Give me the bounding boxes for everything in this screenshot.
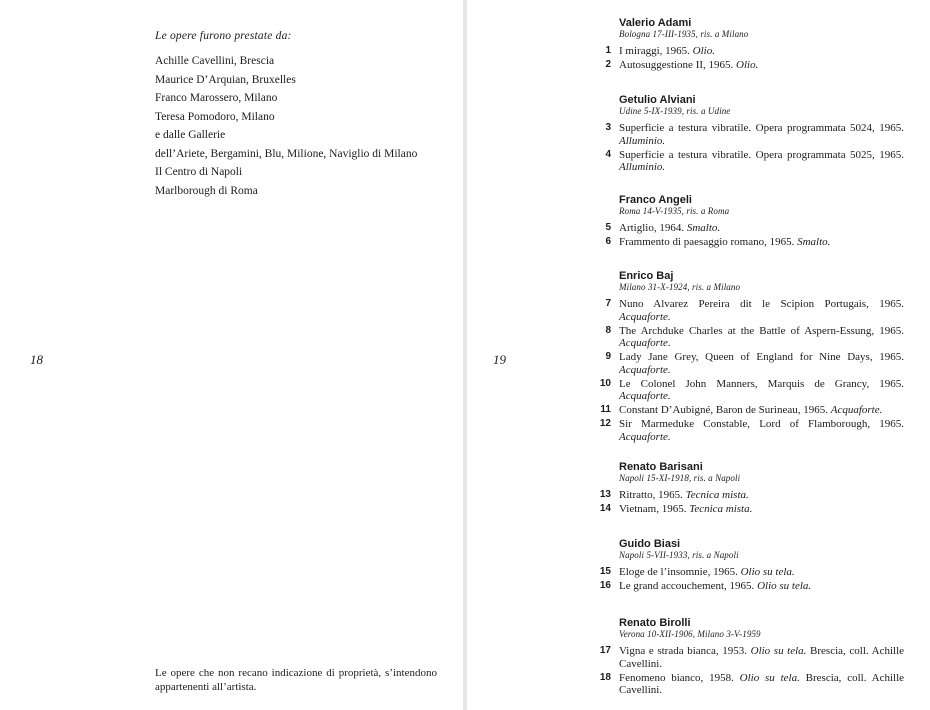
artist-entry xyxy=(605,194,904,250)
work-item xyxy=(605,45,904,58)
work-medium: Olio. xyxy=(692,45,715,57)
work-item xyxy=(599,377,904,403)
work-medium: Tecnica mista. xyxy=(689,503,753,515)
work-item xyxy=(600,404,904,417)
work-item xyxy=(605,222,904,235)
work-medium: Acquaforte. xyxy=(830,404,883,416)
work-item xyxy=(599,489,904,502)
artist-name: Renato Birolli xyxy=(619,617,691,629)
artist-name: Enrico Baj xyxy=(619,270,674,282)
artist-entry xyxy=(605,17,904,73)
work-title: Frammento di paesaggio romano, 1965. xyxy=(619,236,795,248)
work-number: 4 xyxy=(605,148,611,160)
work-item xyxy=(599,418,904,443)
artist-bio: Verona 10-XII-1906, Milano 3-V-1959 xyxy=(619,629,761,639)
right-page xyxy=(467,0,930,710)
page-number-left: 18 xyxy=(30,352,43,367)
work-number: 15 xyxy=(599,566,611,577)
work-number: 2 xyxy=(605,59,611,70)
work-title: Constant D’Aubigné, Baron de Surineau, 1965. xyxy=(619,404,828,416)
work-item xyxy=(605,298,904,323)
artist-name: Franco Angeli xyxy=(619,194,692,206)
work-number: 5 xyxy=(605,222,611,233)
work-number: 11 xyxy=(600,404,611,415)
page-number-right: 19 xyxy=(493,352,506,367)
work-item xyxy=(605,324,904,350)
artist-bio: Roma 14-V-1935, ris. a Roma xyxy=(619,206,730,216)
work-medium: Olio su tela. xyxy=(739,671,800,684)
artist-bio: Bologna 17-III-1935, ris. a Milano xyxy=(619,29,749,39)
work-number: 6 xyxy=(605,236,611,247)
work-item xyxy=(605,148,904,174)
work-medium: Acquaforte. xyxy=(619,363,671,376)
work-title: Fenomeno bianco, 1958. xyxy=(619,671,734,684)
work-number: 13 xyxy=(599,489,611,500)
artist-name: Renato Barisani xyxy=(619,461,703,473)
work-number: 14 xyxy=(599,503,611,514)
work-item xyxy=(599,503,904,516)
work-medium: Olio su tela. xyxy=(750,645,807,657)
work-number: 9 xyxy=(605,351,611,362)
artist-bio: Milano 31-X-1924, ris. a Milano xyxy=(619,282,741,292)
left-page xyxy=(0,0,463,710)
artist-bio: Napoli 5-VII-1933, ris. a Napoli xyxy=(619,550,739,560)
work-item xyxy=(599,671,905,697)
work-ownership-note: Brescia, coll. Achille Cavellini. xyxy=(619,671,905,696)
work-medium: Olio su tela. xyxy=(740,566,795,578)
work-number: 1 xyxy=(605,45,611,56)
work-number: 17 xyxy=(599,645,611,656)
work-item xyxy=(605,59,904,72)
work-item xyxy=(599,580,904,593)
work-number: 10 xyxy=(599,377,611,389)
lender-item: Marlborough di Roma xyxy=(155,184,258,197)
work-item xyxy=(599,566,904,579)
work-title: Vietnam, 1965. xyxy=(619,503,687,515)
lender-item: Il Centro di Napoli xyxy=(155,166,243,178)
artist-entry xyxy=(605,94,904,175)
lender-item: e dalle Gallerie xyxy=(155,129,226,141)
work-title: The Archduke Charles at the Battle of Aspern-Essung, 1965. xyxy=(619,324,904,337)
ownership-footnote: Le opere che non recano indicazione di proprietà, s’intendono appartenenti all’artista. xyxy=(155,667,437,693)
lenders-title: Le opere furono prestate da: xyxy=(155,30,292,42)
work-item xyxy=(599,645,905,670)
work-medium: Tecnica mista. xyxy=(685,489,749,501)
lender-item: Franco Marossero, Milano xyxy=(155,92,278,104)
work-title: Le grand accouchement, 1965. xyxy=(619,580,755,592)
work-number: 16 xyxy=(599,580,611,591)
work-ownership-note: Brescia, coll. Achille Cavellini. xyxy=(619,645,905,670)
work-medium: Alluminio. xyxy=(619,161,666,173)
artist-name: Valerio Adami xyxy=(619,17,692,29)
work-title: Lady Jane Grey, Queen of England for Nine Days, 1965. xyxy=(619,351,904,363)
work-number: 7 xyxy=(605,298,611,309)
work-title: Superficie a testura vibratile. Opera programmata 5025, 1965. xyxy=(619,148,904,161)
artist-name: Guido Biasi xyxy=(619,538,681,550)
work-title: Superficie a testura vibratile. Opera programmata 5024, 1965. xyxy=(619,122,904,134)
work-medium: Olio su tela. xyxy=(757,580,812,592)
work-number: 18 xyxy=(599,671,611,683)
artist-entry xyxy=(599,538,904,594)
lender-item: dell’Ariete, Bergamini, Blu, Milione, Naviglio di Milano xyxy=(155,147,418,160)
work-title: Sir Marmeduke Constable, Lord of Flamborough, 1965. xyxy=(619,418,904,430)
work-medium: Acquaforte. xyxy=(619,310,671,323)
work-number: 8 xyxy=(605,324,611,336)
lender-item: Maurice D’Arquian, Bruxelles xyxy=(155,73,296,86)
lender-item: Achille Cavellini, Brescia xyxy=(155,55,275,67)
artist-bio: Udine 5-IX-1939, ris. a Udine xyxy=(619,106,731,116)
work-title: I miraggi, 1965. xyxy=(619,45,690,57)
work-medium: Olio. xyxy=(736,59,759,71)
work-medium: Acquaforte. xyxy=(619,337,671,349)
artist-entry xyxy=(599,270,904,445)
work-title: Nuno Alvarez Pereira dit le Scipion Portugais, 1965. xyxy=(619,298,904,310)
work-medium: Acquaforte. xyxy=(619,430,671,443)
work-title: Le Colonel John Manners, Marquis de Grancy, 1965. xyxy=(619,377,904,390)
lender-item: Teresa Pomodoro, Milano xyxy=(155,110,275,123)
work-medium: Smalto. xyxy=(686,222,721,234)
work-title: Artiglio, 1964. xyxy=(619,222,685,234)
work-number: 3 xyxy=(605,122,611,133)
lenders-list xyxy=(155,52,417,200)
work-medium: Smalto. xyxy=(797,236,831,248)
work-item xyxy=(605,351,904,376)
work-medium: Acquaforte. xyxy=(619,390,671,402)
work-title: Ritratto, 1965. xyxy=(619,489,683,501)
work-medium: Alluminio. xyxy=(619,134,666,147)
work-number: 12 xyxy=(599,418,611,429)
artist-bio: Napoli 15-XI-1918, ris. a Napoli xyxy=(619,473,741,483)
artist-name: Getulio Alviani xyxy=(619,94,696,106)
work-title: Vigna e strada bianca, 1953. xyxy=(619,645,748,657)
work-item xyxy=(605,122,904,147)
work-title: Eloge de l’insomnie, 1965. xyxy=(619,566,738,578)
work-item xyxy=(605,236,904,249)
artist-entry xyxy=(599,461,904,517)
artist-entry xyxy=(599,617,905,698)
work-title: Autosuggestione II, 1965. xyxy=(619,59,734,71)
